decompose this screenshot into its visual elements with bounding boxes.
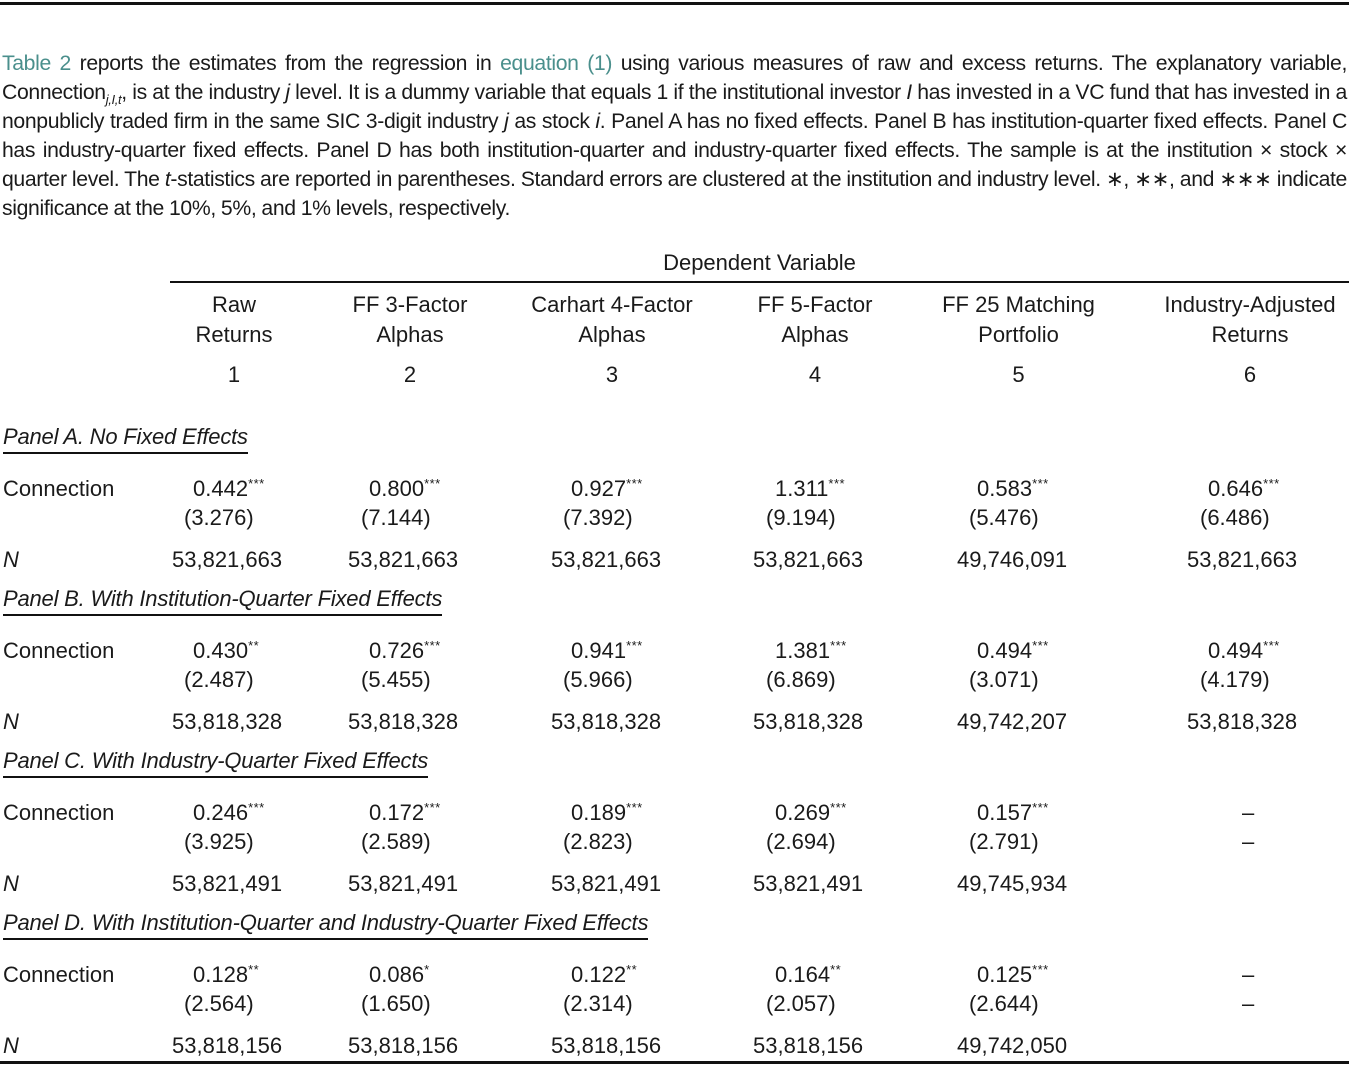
t-statistic-cell: – [1242, 829, 1255, 854]
column-header-1 [170, 290, 298, 390]
observations-cell: 53,821,491 [551, 871, 662, 896]
column-header-line1: Raw [211, 292, 256, 317]
coefficient-value: 0.164 [775, 962, 831, 987]
coefficient-cell [1208, 476, 1280, 502]
coefficient-value: – [1242, 962, 1255, 987]
significance-stars: *** [1032, 800, 1049, 815]
caption-text: -statistics are reported in parentheses. Standard errors are clustered at the institution and industry level. ∗, ∗∗, and ∗∗∗ indicate significance at the 10%, 5%, and 1% levels, respectively. [2, 168, 1347, 221]
spanner-rule [170, 281, 1349, 283]
significance-stars: ** [248, 638, 260, 653]
t-statistic-cell: (7.144) [361, 505, 431, 530]
t-statistic-cell: (2.823) [563, 829, 633, 854]
coefficient-cell [977, 962, 1049, 988]
t-statistic-cell: (2.791) [969, 829, 1039, 854]
coefficient-cell [571, 476, 643, 502]
caption-text: has invested in a VC fund that has invested in a nonpublicly traded firm in the same SIC 3-digit industry [2, 81, 1347, 134]
t-statistic-cell: (2.564) [184, 991, 254, 1016]
t-statistic-cell: (6.869) [766, 667, 836, 692]
t-statistic-cell: (2.314) [563, 991, 633, 1016]
column-header-line1: FF 3-Factor [352, 292, 468, 317]
coefficient-value: 0.646 [1208, 476, 1264, 501]
t-statistic-cell: (2.057) [766, 991, 836, 1016]
coefficient-value: 0.430 [193, 638, 249, 663]
observations-cell: 53,821,663 [348, 547, 459, 572]
t-statistic-cell: (2.644) [969, 991, 1039, 1016]
observations-cell: 53,818,156 [172, 1033, 283, 1058]
coefficient-value: 0.726 [369, 638, 425, 663]
t-statistic-cell: (5.455) [361, 667, 431, 692]
column-number: 2 [403, 362, 417, 387]
significance-stars: *** [248, 476, 265, 491]
column-header-line2: Alphas [376, 322, 444, 347]
column-header-2 [339, 290, 481, 390]
significance-stars: *** [1032, 638, 1049, 653]
significance-stars: *** [830, 638, 847, 653]
observations-cell: 53,818,328 [1187, 709, 1298, 734]
column-header-5 [928, 290, 1109, 390]
caption-text: level. It is a dummy variable that equals 1 if the institutional investor [289, 81, 907, 105]
coefficient-value: 0.494 [1208, 638, 1264, 663]
bottom-rule [0, 1061, 1349, 1064]
significance-stars: *** [1263, 638, 1280, 653]
var-t: t [164, 168, 171, 192]
observations-cell: 53,821,663 [1187, 547, 1298, 572]
coefficient-value: 0.941 [571, 638, 627, 663]
coefficient-cell [193, 800, 265, 826]
column-header-3 [522, 290, 702, 390]
coefficient-value: 0.494 [977, 638, 1033, 663]
column-header-line2: Alphas [781, 322, 849, 347]
coefficient-value: 0.172 [369, 800, 425, 825]
observations-cell: 53,818,156 [551, 1033, 662, 1058]
t-statistic-cell: (5.476) [969, 505, 1039, 530]
var-i: i [595, 110, 600, 134]
significance-stars: *** [248, 800, 265, 815]
column-header-line1: FF 25 Matching [942, 292, 1095, 317]
observations-cell: 53,818,328 [753, 709, 864, 734]
observations-cell: 49,746,091 [957, 547, 1068, 572]
row-label-n: N [3, 709, 19, 734]
coefficient-value: – [1242, 800, 1255, 825]
t-statistic-cell: (4.179) [1200, 667, 1270, 692]
coefficient-value: 0.157 [977, 800, 1033, 825]
coefficient-cell [775, 962, 841, 988]
coefficient-value: 0.125 [977, 962, 1033, 987]
observations-cell: 53,821,663 [172, 547, 283, 572]
observations-cell: 53,818,328 [551, 709, 662, 734]
t-statistic-cell: (5.966) [563, 667, 633, 692]
column-header-4 [744, 290, 886, 390]
t-statistic-cell: (3.276) [184, 505, 254, 530]
t-statistic-cell: (2.694) [766, 829, 836, 854]
coefficient-cell [193, 638, 259, 664]
panel-title: Panel C. With Industry-Quarter Fixed Effects [3, 748, 428, 778]
significance-stars: *** [830, 800, 847, 815]
significance-stars: *** [626, 476, 643, 491]
coefficient-cell [193, 476, 265, 502]
coefficient-value: 0.927 [571, 476, 627, 501]
coefficient-value: 0.128 [193, 962, 249, 987]
significance-stars: ** [830, 962, 842, 977]
panel-title: Panel B. With Institution-Quarter Fixed Effects [3, 586, 442, 616]
table-caption [2, 49, 1347, 223]
t-statistic-cell: (3.071) [969, 667, 1039, 692]
coefficient-cell [369, 476, 441, 502]
t-statistic-cell: – [1242, 991, 1255, 1016]
column-header-line2: Returns [195, 322, 273, 347]
coefficient-cell [1242, 800, 1254, 826]
var-j: j [504, 110, 509, 134]
row-label-connection: Connection [3, 962, 115, 987]
row-label-n: N [3, 1033, 19, 1058]
equation-1-link[interactable]: equation (1) [500, 52, 613, 76]
caption-text: . Panel A has no fixed effects. Panel B has institution-quarter fixed effects. Panel C has industry-quarter fixed effects. Panel D has both institution-quarter and industry-quarter fixed effects. The sample is at the institution × stock × quarter level. The [2, 110, 1347, 192]
row-label-n: N [3, 871, 19, 896]
coefficient-cell [775, 800, 847, 826]
column-header-line1: Industry-Adjusted [1164, 292, 1336, 317]
panel-title: Panel D. With Institution-Quarter and Industry-Quarter Fixed Effects [3, 910, 648, 940]
column-number: 5 [1012, 362, 1025, 387]
observations-cell: 53,821,491 [172, 871, 283, 896]
significance-stars: *** [828, 476, 846, 491]
significance-stars: *** [626, 638, 643, 653]
column-number: 1 [227, 362, 241, 387]
significance-stars: *** [1032, 962, 1049, 977]
coefficient-cell [977, 476, 1049, 502]
dependent-variable-spanner: Dependent Variable [663, 250, 856, 275]
significance-stars: ** [626, 962, 638, 977]
coefficient-cell [571, 962, 637, 988]
coefficient-cell [369, 962, 430, 988]
coefficient-value: 0.189 [571, 800, 627, 825]
column-header-line2: Alphas [578, 322, 646, 347]
observations-cell: 53,821,491 [753, 871, 864, 896]
column-number: 6 [1243, 362, 1257, 387]
coefficient-value: 0.269 [775, 800, 831, 825]
column-header-line2: Returns [1211, 322, 1289, 347]
coefficient-value: 0.246 [193, 800, 249, 825]
table-2-link[interactable]: Table 2 [2, 52, 71, 76]
significance-stars: *** [626, 800, 643, 815]
column-number: 4 [808, 362, 822, 387]
t-statistic-cell: (9.194) [766, 505, 836, 530]
coefficient-cell [369, 800, 441, 826]
t-statistic-cell: (1.650) [361, 991, 431, 1016]
top-rule [0, 2, 1349, 5]
panel-title: Panel A. No Fixed Effects [3, 424, 248, 454]
caption-text: using various measures of raw and excess returns. The explanatory variable, Connection [2, 52, 1347, 105]
var-j: j [285, 81, 290, 105]
significance-stars: ** [248, 962, 260, 977]
t-statistic-cell: (2.487) [184, 667, 254, 692]
coefficient-cell [977, 638, 1049, 664]
observations-cell: 53,818,156 [753, 1033, 864, 1058]
coefficient-value: 0.086 [369, 962, 425, 987]
observations-cell: 49,742,207 [957, 709, 1068, 734]
t-statistic-cell: (3.925) [184, 829, 254, 854]
coefficient-cell [571, 800, 643, 826]
observations-cell: 53,818,328 [172, 709, 283, 734]
t-statistic-cell: (6.486) [1200, 505, 1270, 530]
observations-cell: 49,742,050 [957, 1033, 1068, 1058]
row-label-n: N [3, 547, 19, 572]
column-number: 3 [605, 362, 619, 387]
coefficient-value: 0.800 [369, 476, 425, 501]
coefficient-value: 0.583 [977, 476, 1033, 501]
coefficient-cell [369, 638, 441, 664]
column-header-6 [1151, 290, 1349, 390]
observations-cell: 53,821,663 [551, 547, 662, 572]
significance-stars: * [424, 962, 430, 977]
caption-text: reports the estimates from the regression in [70, 52, 501, 76]
t-statistic-cell: (7.392) [563, 505, 633, 530]
significance-stars: *** [424, 800, 441, 815]
coefficient-cell [775, 638, 847, 664]
connection-subscript: j,I,t [105, 92, 122, 108]
observations-cell: 53,818,328 [348, 709, 459, 734]
row-label-connection: Connection [3, 638, 115, 663]
coefficient-value: 1.381 [775, 638, 831, 663]
significance-stars: *** [424, 476, 441, 491]
var-I: I [906, 81, 912, 105]
column-header-line2: Portfolio [978, 322, 1059, 347]
coefficient-cell [571, 638, 643, 664]
significance-stars: *** [424, 638, 441, 653]
coefficient-cell [1208, 638, 1280, 664]
significance-stars: *** [1032, 476, 1049, 491]
coefficient-value: 0.442 [193, 476, 249, 501]
row-label-connection: Connection [3, 476, 115, 501]
caption-text: as stock [508, 110, 596, 134]
significance-stars: *** [1263, 476, 1280, 491]
caption-text: , is at the industry [121, 81, 286, 105]
coefficient-value: 1.311 [775, 476, 829, 501]
coefficient-cell [1242, 962, 1254, 988]
coefficient-cell [977, 800, 1049, 826]
observations-cell: 53,818,156 [348, 1033, 459, 1058]
observations-cell: 49,745,934 [957, 871, 1068, 896]
coefficient-cell [193, 962, 259, 988]
column-header-line1: FF 5-Factor [757, 292, 873, 317]
t-statistic-cell: (2.589) [361, 829, 431, 854]
observations-cell: 53,821,491 [348, 871, 459, 896]
coefficient-cell [775, 476, 845, 502]
row-label-connection: Connection [3, 800, 115, 825]
coefficient-value: 0.122 [571, 962, 627, 987]
observations-cell: 53,821,663 [753, 547, 864, 572]
column-header-line1: Carhart 4-Factor [531, 292, 693, 317]
